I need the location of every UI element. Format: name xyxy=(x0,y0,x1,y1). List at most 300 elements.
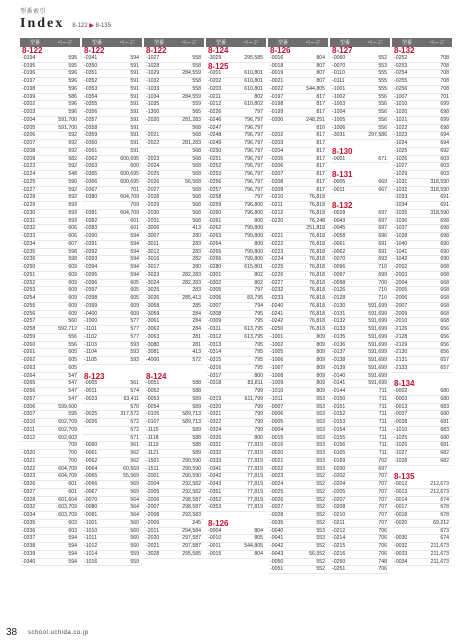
model-number: -0395 xyxy=(84,271,98,278)
model-number: -1511 xyxy=(146,465,159,472)
model-number: -0263 xyxy=(22,364,36,371)
page-ref: 568 xyxy=(192,209,201,216)
index-row xyxy=(268,543,328,551)
index-row xyxy=(82,458,142,466)
model-number: -0200 xyxy=(270,116,284,123)
index-row xyxy=(392,520,452,528)
page-ref: 707 xyxy=(378,473,387,480)
page-ref xyxy=(421,466,452,474)
model-number: -1033 xyxy=(146,85,160,92)
page-ref: 603 xyxy=(440,155,449,162)
page-range xyxy=(72,22,111,29)
index-row xyxy=(144,535,204,543)
page-ref: 690 xyxy=(440,240,449,247)
model-number: -0400 xyxy=(84,310,98,317)
model-number: -0241 xyxy=(270,310,284,317)
model-number: -0023 xyxy=(84,395,98,402)
model-number: -0212 xyxy=(332,527,346,534)
model-number: -0204 xyxy=(270,147,284,154)
index-row xyxy=(268,125,328,133)
index-row xyxy=(206,528,266,536)
index-row xyxy=(82,163,142,171)
index-row xyxy=(20,187,80,195)
model-number: -0022 xyxy=(270,85,284,92)
index-row xyxy=(268,481,328,489)
index-row xyxy=(392,287,452,295)
page-ref: 595 xyxy=(68,54,77,61)
range-arrow-icon: ▶ xyxy=(89,23,94,29)
page-ref: 593 xyxy=(68,202,77,208)
model-number xyxy=(20,442,49,449)
page-ref: 668 xyxy=(440,287,449,294)
index-row xyxy=(330,125,390,133)
index-row xyxy=(144,396,204,404)
model-number: -1004 xyxy=(332,109,346,115)
model-number: -2028 xyxy=(146,194,160,201)
page-ref: 807 xyxy=(316,78,325,84)
model-number: -0205 xyxy=(22,124,36,131)
page-ref: 591 xyxy=(130,70,139,77)
index-row xyxy=(268,295,328,303)
index-row xyxy=(20,458,80,466)
model-number: -2007 xyxy=(394,302,408,309)
index-row xyxy=(392,411,452,419)
index-row xyxy=(206,295,266,303)
index-row xyxy=(206,303,266,311)
index-row xyxy=(330,55,390,63)
model-number: -0011 xyxy=(208,543,221,549)
index-row xyxy=(206,187,266,195)
page-ref: 698 xyxy=(440,217,449,224)
index-row xyxy=(330,365,390,373)
page-ref: 603 xyxy=(440,171,449,177)
model-number: -3012 xyxy=(146,248,160,255)
index-row xyxy=(20,179,80,187)
section-heading xyxy=(206,63,266,71)
model-number: -0211 xyxy=(208,93,221,100)
index-row xyxy=(144,334,204,342)
index-row xyxy=(82,303,142,311)
index-row xyxy=(392,458,452,466)
index-row xyxy=(268,326,328,334)
index-row xyxy=(82,388,142,396)
model-number: -1020 xyxy=(394,109,408,115)
section-heading xyxy=(144,47,204,55)
index-row xyxy=(330,179,390,187)
page-ref: 547 xyxy=(68,372,77,379)
model-number: -0199 xyxy=(270,109,284,115)
section-heading xyxy=(20,47,80,55)
model-number: -0224 xyxy=(22,171,36,177)
model-number xyxy=(82,427,111,434)
model-number: -1001 xyxy=(84,519,98,526)
model-number: -0150 xyxy=(332,395,346,402)
model-number: -0226 xyxy=(208,109,222,115)
page-ref: 282,283 xyxy=(182,279,201,286)
section-code: 8-123 xyxy=(84,371,105,381)
page-ref: 594 xyxy=(130,264,139,270)
column-header-page: ページ xyxy=(243,40,259,46)
index-row xyxy=(392,241,452,249)
model-number: -1027 xyxy=(394,450,408,456)
index-row xyxy=(268,303,328,311)
index-row xyxy=(82,202,142,210)
page-ref xyxy=(228,63,266,71)
model-number: -0250 xyxy=(270,326,284,332)
page-ref: 601 xyxy=(130,225,139,232)
index-row xyxy=(268,55,328,63)
index-row xyxy=(330,450,390,458)
index-row xyxy=(392,256,452,264)
model-number: -0338 xyxy=(22,543,36,549)
page-ref: 698 xyxy=(440,124,449,131)
model-number: -0206 xyxy=(22,132,36,139)
index-row xyxy=(82,535,142,543)
page-ref: 76,818 xyxy=(309,248,325,255)
model-number: -0352 xyxy=(84,78,98,84)
model-number: -0038 xyxy=(394,419,408,425)
index-column xyxy=(144,38,204,574)
range-end: 8-135 xyxy=(95,23,111,29)
page-ref: 77,819 xyxy=(247,473,263,480)
page-ref: 605 xyxy=(68,357,77,363)
model-number: -0203 xyxy=(22,109,36,115)
index-row xyxy=(144,256,204,264)
model-number: -3031 xyxy=(332,132,346,139)
index-row xyxy=(144,473,204,481)
index-row xyxy=(392,528,452,536)
page-ref: 589 xyxy=(192,395,201,402)
page-ref: 796,797 xyxy=(244,178,263,185)
index-row xyxy=(206,419,266,427)
column-header-model: 型番 xyxy=(153,40,164,46)
page-ref: 558 xyxy=(192,78,201,84)
index-row xyxy=(392,365,452,373)
model-number: -0321 xyxy=(22,457,36,464)
model-number: -0065 xyxy=(84,473,98,480)
page-ref: 568 xyxy=(192,132,201,139)
section-code: 8-124 xyxy=(208,46,229,55)
model-number: -0381 xyxy=(84,209,98,216)
model-number: -1026 xyxy=(394,442,408,449)
section-code: 8-126 xyxy=(208,518,229,528)
index-row xyxy=(268,140,328,148)
section-heading xyxy=(268,47,328,55)
page-ref: 553 xyxy=(316,465,325,472)
index-row xyxy=(144,458,204,466)
page-ref: 796,800 xyxy=(244,209,263,216)
page-ref: 711 xyxy=(378,442,387,449)
model-number: -1036 xyxy=(394,217,408,224)
index-row xyxy=(144,272,204,280)
index-row xyxy=(144,94,204,102)
page-ref: 76,818 xyxy=(309,271,325,278)
page-ref: 697 xyxy=(378,465,387,472)
page-ref: 816 xyxy=(316,124,325,131)
index-row xyxy=(144,225,204,233)
page-ref: 297,586 xyxy=(368,132,387,139)
page-ref: 560 xyxy=(130,535,139,542)
page-ref: 796,800 xyxy=(244,202,263,208)
index-row xyxy=(82,466,142,474)
page-ref: 697 xyxy=(378,217,387,224)
page-ref: 553 xyxy=(316,527,325,534)
model-number: -0210 xyxy=(332,512,346,518)
index-row xyxy=(82,256,142,264)
page-ref xyxy=(166,373,204,381)
page-ref: 561 xyxy=(130,442,139,449)
model-number xyxy=(82,435,111,442)
index-row xyxy=(206,396,266,404)
section-code: 8-125 xyxy=(208,61,229,71)
index-row xyxy=(82,342,142,350)
model-number: -0223 xyxy=(22,163,36,170)
section-code: 8-122 xyxy=(84,46,105,55)
page-ref: 76,818 xyxy=(309,202,325,208)
index-row xyxy=(144,489,204,497)
page-ref: 699 xyxy=(378,271,387,278)
index-row xyxy=(82,473,142,481)
index-row xyxy=(268,171,328,179)
index-row xyxy=(268,520,328,528)
index-row xyxy=(206,163,266,171)
page-ref xyxy=(104,373,142,381)
page-ref xyxy=(104,47,142,55)
page-ref: 577 xyxy=(130,318,139,325)
page-ref: 707 xyxy=(378,481,387,487)
model-number: -0037 xyxy=(394,411,408,418)
model-number: -0202 xyxy=(208,78,222,84)
index-row xyxy=(330,543,390,551)
model-number: -0322 xyxy=(208,419,222,425)
index-row xyxy=(82,450,142,458)
page-ref: 588 xyxy=(192,442,201,449)
index-row xyxy=(392,396,452,404)
page-ref: 604,709 xyxy=(120,209,139,216)
model-number: -0230 xyxy=(22,209,36,216)
model-number: -0081 xyxy=(84,512,98,518)
model-number: -0261 xyxy=(22,349,36,356)
model-number: -0212 xyxy=(270,209,284,216)
index-row xyxy=(392,303,452,311)
model-number: -0247 xyxy=(208,124,222,131)
index-rows xyxy=(20,47,80,566)
index-row xyxy=(268,342,328,350)
page-ref: 591 xyxy=(130,116,139,123)
page-ref: 691 xyxy=(440,194,449,201)
page-ref: 564 xyxy=(130,512,139,518)
page-ref: 284,559 xyxy=(182,93,201,100)
page-ref xyxy=(414,47,452,55)
model-number: -0017 xyxy=(394,504,408,511)
column-header-page: ページ xyxy=(57,40,73,46)
index-row xyxy=(330,225,390,233)
footer-url: school.uchida.co.jp xyxy=(28,630,89,636)
model-number: -1002 xyxy=(270,341,284,348)
page-ref: 76,818 xyxy=(309,302,325,309)
model-number: -0004 xyxy=(208,527,222,534)
model-number: -0141 xyxy=(332,380,346,387)
index-row xyxy=(82,132,142,140)
model-number: -0310 xyxy=(22,419,36,425)
index-row xyxy=(20,148,80,156)
model-number: -0211 xyxy=(332,519,345,526)
page-ref: 283 xyxy=(192,287,201,294)
page-ref: 552 xyxy=(316,504,325,511)
index-row xyxy=(20,349,80,357)
index-row xyxy=(268,442,328,450)
page-ref: 799 xyxy=(254,403,263,410)
model-number: -0302 xyxy=(208,279,222,286)
page-ref: 572 xyxy=(192,357,201,363)
index-row xyxy=(206,411,266,419)
index-row xyxy=(20,287,80,295)
page-ref: 560 xyxy=(130,543,139,549)
page-ref: 609 xyxy=(68,279,77,286)
model-number: -0333 xyxy=(208,457,222,464)
page-ref: 592 xyxy=(68,147,77,154)
model-number: -0221 xyxy=(270,233,284,239)
page-ref: 285 xyxy=(192,302,201,309)
page-ref: 680 xyxy=(440,395,449,402)
page-ref: 799,800 xyxy=(244,225,263,232)
page-ref: 605 xyxy=(130,287,139,294)
model-number: -0110 xyxy=(332,70,345,77)
page-ref: 809 xyxy=(316,364,325,371)
model-number: -0264 xyxy=(22,372,36,379)
page-ref: 797 xyxy=(254,287,263,294)
page-ref: 591,700 xyxy=(58,116,77,123)
index-row xyxy=(20,404,80,412)
page-ref: 591 xyxy=(130,140,139,146)
model-number: -0343 xyxy=(208,481,222,487)
page-ref: 604,709 xyxy=(120,194,139,201)
page-ref: 610,801 xyxy=(244,85,263,92)
page-ref: 245 xyxy=(192,519,201,526)
page-ref: 589,713 xyxy=(182,411,201,418)
page-ref: 553 xyxy=(316,411,325,418)
model-number: -0131 xyxy=(332,310,346,317)
model-number: -0258 xyxy=(22,326,36,332)
model-number: -0214 xyxy=(332,535,346,542)
index-row xyxy=(330,551,390,559)
page-ref: 609 xyxy=(68,310,77,317)
page-ref: 591,699 xyxy=(368,380,387,387)
index-row xyxy=(206,280,266,288)
page-ref: 552 xyxy=(316,566,325,573)
model-number: -0227 xyxy=(270,279,284,286)
model-number: -1032 xyxy=(394,186,408,193)
index-row xyxy=(392,442,452,450)
model-number: -0301 xyxy=(208,271,222,278)
model-number: -0236 xyxy=(22,256,36,263)
model-number: -2023 xyxy=(146,155,160,162)
page-footer xyxy=(0,622,462,644)
model-number: -1035 xyxy=(146,101,160,108)
page-ref: 602,603 xyxy=(58,434,77,441)
model-number: -0337 xyxy=(22,535,36,542)
index-row xyxy=(144,497,204,505)
index-rows xyxy=(206,47,266,559)
page-ref: 591,700 xyxy=(58,124,77,131)
page-ref: 595 xyxy=(68,62,77,69)
page-ref: 83,795 xyxy=(247,295,263,301)
page-ref: 281 xyxy=(192,333,201,340)
model-number: -0062 xyxy=(84,457,98,464)
section-heading xyxy=(392,47,452,55)
page-ref: 594 xyxy=(130,54,139,61)
model-number: -0318 xyxy=(208,380,222,387)
index-row xyxy=(206,334,266,342)
page-ref: 711 xyxy=(378,450,387,456)
index-row xyxy=(82,396,142,404)
model-number: -0305 xyxy=(208,287,222,294)
model-number: -3080 xyxy=(146,341,160,348)
title-row xyxy=(20,16,111,32)
model-number: -2009 xyxy=(146,519,160,526)
model-number: -0200 xyxy=(332,465,346,472)
page-ref: 292,582 xyxy=(182,481,201,487)
page-ref: 588 xyxy=(192,434,201,441)
model-number: -0397 xyxy=(84,287,98,294)
page-ref: 673 xyxy=(440,527,449,534)
model-number: -3063 xyxy=(146,333,160,340)
page-ref: 711 xyxy=(378,426,387,433)
index-row xyxy=(20,132,80,140)
model-number: -1010 xyxy=(270,388,284,394)
model-number: -2126 xyxy=(394,326,408,332)
index-row xyxy=(20,326,80,334)
model-number: -0096 xyxy=(332,264,346,270)
page-ref: 683 xyxy=(440,426,449,433)
page-ref: 76,818 xyxy=(309,318,325,325)
page-ref: 796,797 xyxy=(244,124,263,131)
page-ref: 284 xyxy=(192,310,201,317)
page-ref: 60,569 xyxy=(123,465,139,472)
page-ref: 589 xyxy=(192,426,201,433)
index-row xyxy=(268,86,328,94)
model-number: -3006 xyxy=(146,225,160,232)
model-number: -0007 xyxy=(270,403,284,410)
page-ref: 281 xyxy=(192,341,201,348)
page-number: 38 xyxy=(6,627,18,638)
model-number: -1000 xyxy=(84,318,98,325)
page-ref: 694 xyxy=(440,132,449,139)
page-ref: 707 xyxy=(378,504,387,511)
model-number: -0253 xyxy=(22,287,36,294)
index-row xyxy=(82,125,142,133)
index-row xyxy=(330,241,390,249)
index-row xyxy=(392,163,452,171)
page-ref: 707 xyxy=(378,512,387,518)
model-number: -0307 xyxy=(208,302,222,309)
model-number: -0320 xyxy=(22,450,36,456)
model-number: -0212 xyxy=(208,101,222,108)
model-number: -0355 xyxy=(84,101,98,108)
model-number: -0045 xyxy=(332,225,346,232)
index-row xyxy=(20,210,80,218)
page-ref: 318,590 xyxy=(430,186,449,193)
model-number: -0339 xyxy=(22,550,36,557)
page-ref: 560 xyxy=(130,519,139,526)
index-row xyxy=(206,179,266,187)
index-row xyxy=(206,497,266,505)
model-number: -0392 xyxy=(84,248,98,255)
index-row xyxy=(206,218,266,226)
index-row xyxy=(268,411,328,419)
page-ref: 280 xyxy=(192,264,201,270)
model-number: -0232 xyxy=(22,225,36,232)
